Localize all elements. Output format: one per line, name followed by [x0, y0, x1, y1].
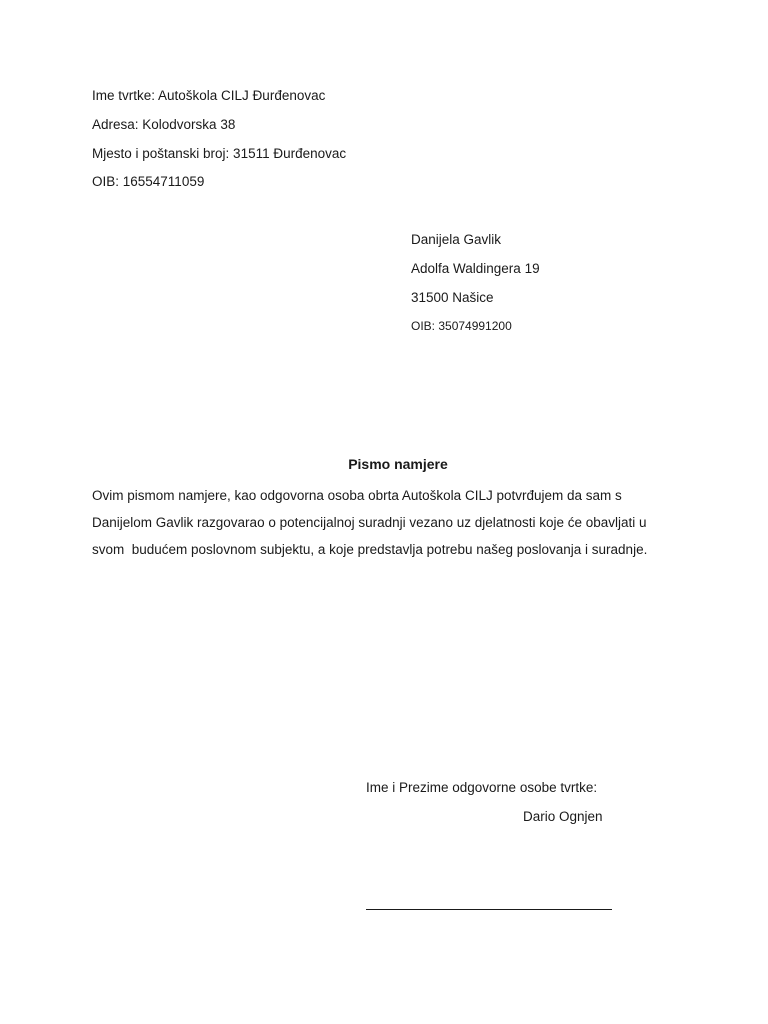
sender-oib: OIB: 16554711059	[92, 174, 205, 189]
letter-body-line: Danijelom Gavlik razgovarao o potencijalnoj suradnji vezano uz djelatnosti koje će obavljati u	[92, 515, 647, 530]
recipient-oib: OIB: 35074991200	[411, 319, 512, 333]
recipient-street: Adolfa Waldingera 19	[411, 261, 540, 276]
recipient-name: Danijela Gavlik	[411, 232, 502, 247]
signature-name: Dario Ognjen	[523, 809, 603, 824]
recipient-city: 31500 Našice	[411, 290, 494, 305]
letter-body-line: svom budućem poslovnom subjektu, a koje predstavlja potrebu našeg poslovanja i suradnje.	[92, 542, 648, 557]
sender-company: Ime tvrtke: Autoškola CILJ Đurđenovac	[92, 88, 326, 103]
sender-city: Mjesto i poštanski broj: 31511 Đurđenovac	[92, 146, 347, 161]
letter-body-line: Ovim pismom namjere, kao odgovorna osoba obrta Autoškola CILJ potvrđujem da sam s	[92, 488, 622, 503]
letter-title: Pismo namjere	[348, 456, 448, 472]
signature-line	[366, 909, 612, 910]
sender-address: Adresa: Kolodvorska 38	[92, 117, 236, 132]
signature-label: Ime i Prezime odgovorne osobe tvrtke:	[366, 780, 598, 795]
